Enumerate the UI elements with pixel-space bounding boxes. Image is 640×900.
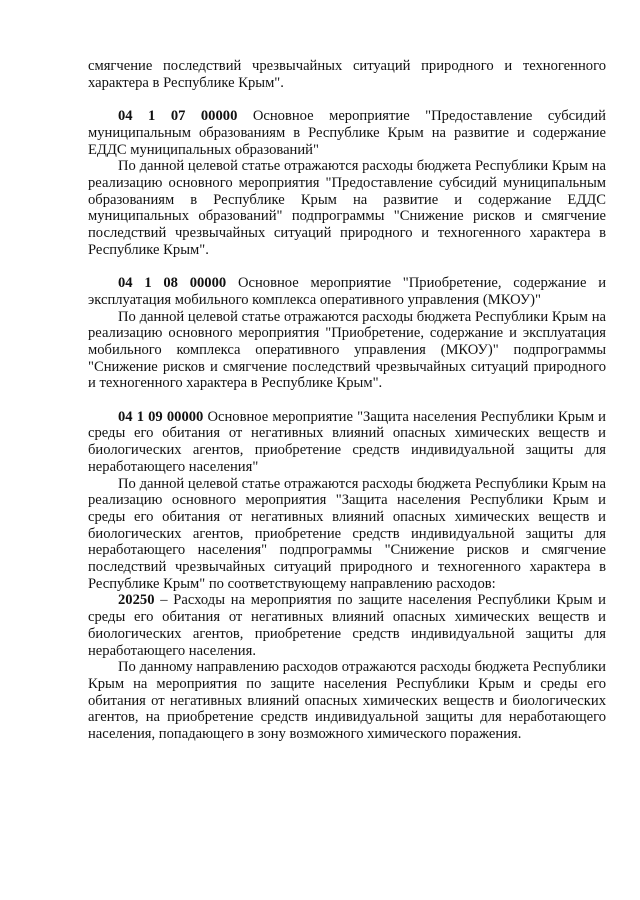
section-heading-04-1-08 [88,275,606,308]
section-heading-text: Основное мероприятие "Приобретение, содержание и эксплуатация мобильного комплекса оперативного управления (МКОУ)" [88,275,607,308]
paragraph-body: По данной целевой статье отражаются расходы бюджета Республики Крым на реализацию основного мероприятия "Предоставление субсидий муниципальным образованиям в Республике Крым на развитие и содержание ЕДДС муниципальных образований" подпрограммы "Снижение рисков и смягчение последствий чрезвычайных ситуаций природного и техногенного характера в Республике Крым". [88,158,606,258]
expense-direction-20250 [88,592,606,659]
paragraph-body: По данной целевой статье отражаются расходы бюджета Республики Крым на реализацию основного мероприятия "Защита населения Республики Крым и среды его обитания от негативных влияний опасных химических веществ и биологических агентов, приобретение средств индивидуальной защиты для неработающего населения" подпрограммы "Снижение рисков и смягчение последствий чрезвычайных ситуаций природного и техногенного характера в Республике Крым" по соответствующему направлению расходов: [88,475,606,592]
paragraph-continuation: смягчение последствий чрезвычайных ситуаций природного и техногенного характера в Республике Крым". [88,58,606,91]
section-heading-text: Основное мероприятие "Предоставление субсидий муниципальным образованиям в Республике Крым на развитие и содержание ЕДДС муниципальных образований" [88,108,606,158]
expense-direction-text: – Расходы на мероприятия по защите населения Республики Крым и среды его обитания от негативных влияний опасных химических веществ и биологических агентов, приобретение средств индивидуальной защиты для неработающего населения. [88,592,606,659]
document-page [88,58,606,743]
section-heading-04-1-09 [88,409,606,476]
paragraph-body: По данной целевой статье отражаются расходы бюджета Республики Крым на реализацию основного мероприятия "Приобретение, содержание и эксплуатация мобильного комплекса оперативного управления (МКОУ)" подпрограммы "Снижение рисков и смягчение последствий чрезвычайных ситуаций природного и техногенного характера в Республике Крым". [88,308,606,392]
budget-code: 04 1 09 00000 [118,408,204,425]
budget-code: 04 1 07 00000 [118,108,238,125]
budget-code: 04 1 08 00000 [118,275,227,292]
expense-code: 20250 [118,592,155,609]
paragraph-body: По данному направлению расходов отражаются расходы бюджета Республики Крым на мероприятия по защите населения Республики Крым и среды его обитания от негативных влияний опасных химических веществ и биологических агентов, на приобретение средств индивидуальной защиты для неработающего населения, попадающего в зону возможного химического поражения. [88,659,606,743]
section-heading-text: Основное мероприятие "Защита населения Республики Крым и среды его обитания от негативных влияний опасных химических веществ и биологических агентов, приобретение средств индивидуальной защиты для неработающего населения" [88,408,606,475]
section-heading-04-1-07 [88,108,606,158]
